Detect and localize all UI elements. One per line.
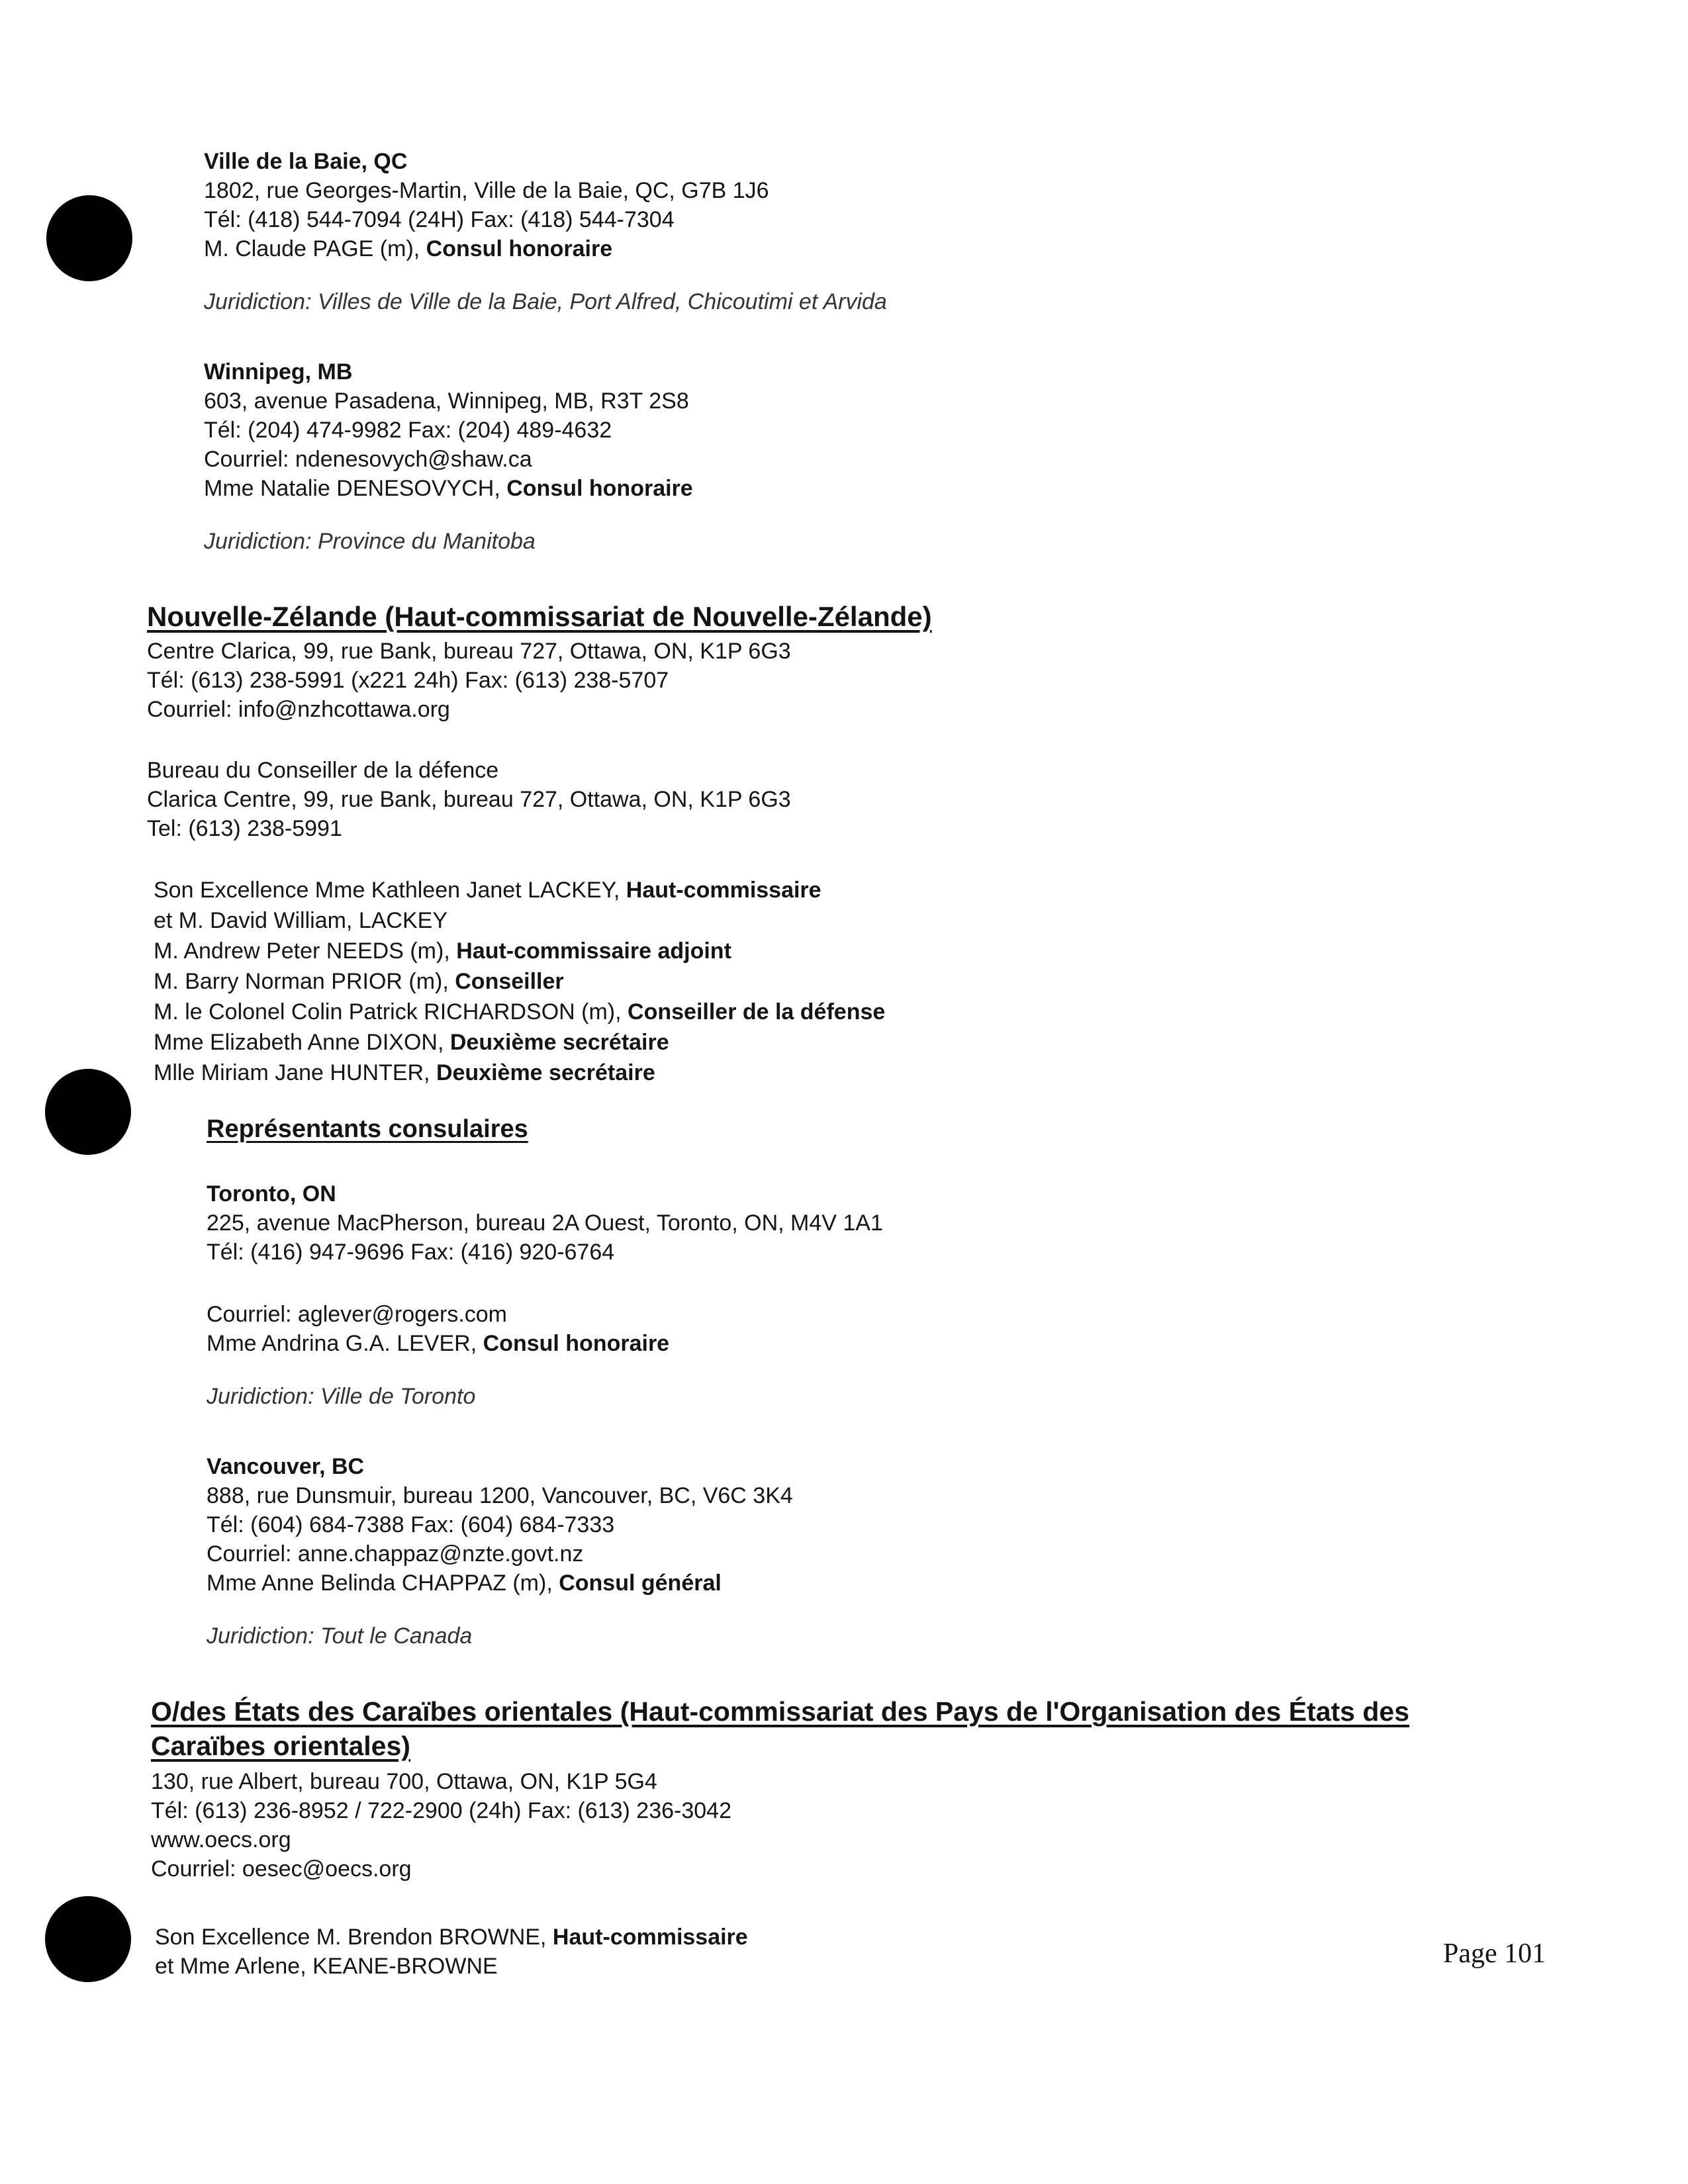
oecs-staff-row — [155, 1923, 748, 1952]
oecs-email: Courriel: oesec@oecs.org — [151, 1856, 412, 1882]
vancouver-city: Vancouver, BC — [207, 1454, 365, 1479]
oecs-contact-block — [151, 1767, 731, 1884]
staff-name: Son Excellence M. Brendon BROWNE, — [155, 1925, 553, 1950]
winnipeg-person: Mme Natalie DENESOVYCH, — [204, 476, 507, 501]
nz-defence-phone: Tel: (613) 238-5991 — [147, 816, 342, 841]
nz-address: Centre Clarica, 99, rue Bank, bureau 727, Ottawa, ON, K1P 6G3 — [147, 639, 791, 664]
labaie-title: Consul honoraire — [426, 236, 613, 261]
staff-name: Son Excellence Mme Kathleen Janet LACKEY, — [154, 878, 626, 903]
nz-staff-row — [154, 966, 885, 997]
staff-name: et Mme Arlene, KEANE-BROWNE — [155, 1954, 498, 1979]
vancouver-entry — [207, 1452, 793, 1651]
toronto-title: Consul honoraire — [483, 1331, 670, 1356]
oecs-phone: Tél: (613) 236-8952 / 722-2900 (24h) Fax: (613) 236-3042 — [151, 1798, 731, 1823]
labaie-phone: Tél: (418) 544-7094 (24H) Fax: (418) 544-7304 — [204, 207, 675, 232]
oecs-heading-line2: Caraïbes orientales) — [151, 1731, 410, 1761]
labaie-contact — [204, 234, 887, 263]
nz-phone: Tél: (613) 238-5991 (x221 24h) Fax: (613) 238-5707 — [147, 668, 669, 693]
nz-staff-row — [154, 875, 885, 905]
toronto-jurisdiction: Juridiction: Ville de Toronto — [207, 1384, 476, 1409]
oecs-staff-row — [155, 1952, 748, 1981]
nz-defence-office: Bureau du Conseiller de la défence — [147, 758, 499, 783]
staff-title: Conseiller — [455, 969, 564, 994]
vancouver-contact — [207, 1569, 793, 1598]
staff-name: et M. David William, LACKEY — [154, 908, 447, 933]
oecs-website: www.oecs.org — [151, 1827, 291, 1852]
toronto-entry — [207, 1179, 883, 1411]
oecs-address: 130, rue Albert, bureau 700, Ottawa, ON, K1P 5G4 — [151, 1769, 657, 1794]
toronto-person: Mme Andrina G.A. LEVER, — [207, 1331, 483, 1356]
labaie-address: 1802, rue Georges-Martin, Ville de la Baie, QC, G7B 1J6 — [204, 178, 769, 203]
punch-hole-middle — [45, 1069, 131, 1155]
nz-heading: Nouvelle-Zélande (Haut-commissariat de Nouvelle-Zélande) — [147, 601, 932, 632]
toronto-city: Toronto, ON — [207, 1181, 336, 1206]
nz-staff-row — [154, 1058, 885, 1088]
consular-heading: Représentants consulaires — [207, 1115, 528, 1143]
nz-defence-address: Clarica Centre, 99, rue Bank, bureau 727, Ottawa, ON, K1P 6G3 — [147, 787, 791, 812]
nz-staff-row — [154, 997, 885, 1027]
labaie-person: M. Claude PAGE (m), — [204, 236, 426, 261]
winnipeg-address: 603, avenue Pasadena, Winnipeg, MB, R3T 2S8 — [204, 388, 689, 414]
toronto-contact — [207, 1329, 883, 1358]
oecs-heading-line1: O/des États des Caraïbes orientales (Haut-commissariat des Pays de l'Organisation des États des — [151, 1696, 1410, 1727]
staff-name: Mme Elizabeth Anne DIXON, — [154, 1030, 450, 1055]
winnipeg-email: Courriel: ndenesovych@shaw.ca — [204, 447, 532, 472]
toronto-address: 225, avenue MacPherson, bureau 2A Ouest, Toronto, ON, M4V 1A1 — [207, 1210, 883, 1236]
toronto-email: Courriel: aglever@rogers.com — [207, 1302, 508, 1327]
nz-staff-row — [154, 905, 885, 936]
vancouver-phone: Tél: (604) 684-7388 Fax: (604) 684-7333 — [207, 1512, 615, 1537]
staff-name: Mlle Miriam Jane HUNTER, — [154, 1060, 436, 1085]
winnipeg-city: Winnipeg, MB — [204, 359, 353, 385]
nz-contact-block — [147, 637, 791, 843]
toronto-phone: Tél: (416) 947-9696 Fax: (416) 920-6764 — [207, 1240, 615, 1265]
nz-staff-row — [154, 936, 885, 966]
staff-title: Haut-commissaire adjoint — [456, 938, 731, 964]
oecs-staff-list — [155, 1923, 748, 1981]
staff-title: Haut-commissaire — [552, 1925, 748, 1950]
winnipeg-entry — [204, 357, 693, 556]
labaie-entry — [204, 147, 887, 316]
labaie-city: Ville de la Baie, QC — [204, 149, 408, 174]
nz-email: Courriel: info@nzhcottawa.org — [147, 697, 450, 722]
winnipeg-phone: Tél: (204) 474-9982 Fax: (204) 489-4632 — [204, 418, 612, 443]
page-number: Page 101 — [1443, 1938, 1546, 1969]
punch-hole-top — [46, 195, 132, 281]
vancouver-person: Mme Anne Belinda CHAPPAZ (m), — [207, 1570, 559, 1596]
nz-staff-list — [154, 875, 885, 1088]
staff-name: M. Barry Norman PRIOR (m), — [154, 969, 455, 994]
staff-title: Deuxième secrétaire — [449, 1030, 669, 1055]
staff-name: M. le Colonel Colin Patrick RICHARDSON (m), — [154, 999, 628, 1024]
winnipeg-jurisdiction: Juridiction: Province du Manitoba — [204, 529, 536, 554]
vancouver-email: Courriel: anne.chappaz@nzte.govt.nz — [207, 1541, 584, 1567]
staff-title: Haut-commissaire — [626, 878, 821, 903]
labaie-jurisdiction: Juridiction: Villes de Ville de la Baie, Port Alfred, Chicoutimi et Arvida — [204, 289, 887, 314]
vancouver-jurisdiction: Juridiction: Tout le Canada — [207, 1623, 473, 1649]
vancouver-title: Consul général — [559, 1570, 722, 1596]
nz-staff-row — [154, 1027, 885, 1058]
punch-hole-bottom — [45, 1896, 131, 1982]
winnipeg-contact — [204, 474, 693, 503]
winnipeg-title: Consul honoraire — [506, 476, 693, 501]
staff-name: M. Andrew Peter NEEDS (m), — [154, 938, 457, 964]
staff-title: Deuxième secrétaire — [436, 1060, 655, 1085]
vancouver-address: 888, rue Dunsmuir, bureau 1200, Vancouver, BC, V6C 3K4 — [207, 1483, 793, 1508]
staff-title: Conseiller de la défense — [628, 999, 886, 1024]
